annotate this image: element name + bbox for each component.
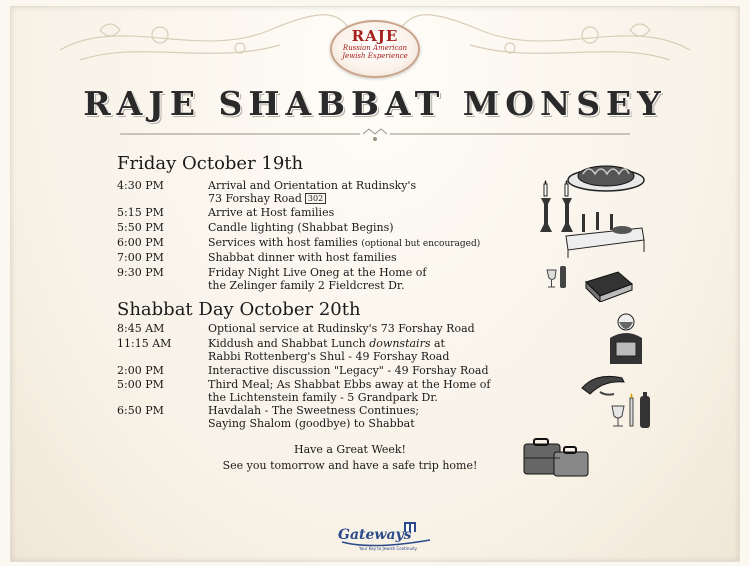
row-description-line2: Rabbi Rottenberg's Shul - 49 Forshay Road [208,350,450,363]
badge-title: RAJE [351,27,399,45]
suitcase-icon [520,436,592,478]
row-description: Interactive discussion "Legacy" - 49 Forshay Road [208,364,489,377]
badge-subtitle-line2: Jewish Experience [342,52,408,60]
closing-line2: See you tomorrow and have a safe trip home! [222,459,478,472]
wine-glass-icon [545,264,571,290]
row-time: 9:30 PM [117,266,164,279]
row-description: Arrival and Orientation at Rudinsky's [208,179,417,192]
page-title: RAJE SHABBAT MONSEY [83,84,667,123]
closing-line1: Have a Great Week! [294,443,406,456]
row-description-line2: the Lichtenstein family - 5 Grandpark Dr. [208,391,438,404]
row-description: Shabbat dinner with host families [208,251,397,264]
row-time: 5:00 PM [117,378,164,391]
row-time: 8:45 AM [117,322,165,335]
row-description: Services with host families [208,236,358,249]
row-description: Optional service at Rudinsky's 73 Forshay Road [208,322,475,335]
row-description-line2: 73 Forshay Road [208,192,302,205]
friday-heading: Friday October 19th [117,153,304,174]
shabbat-day-heading: Shabbat Day October 20th [117,299,361,320]
challah-icon [565,150,647,194]
row-description-suffix: at [430,337,445,350]
row-description: Third Meal; As Shabbat Ebbs away at the Home of [208,378,491,391]
row-time: 5:50 PM [117,221,164,234]
row-time: 4:30 PM [117,179,164,192]
row-description: Arrive at Host families [208,206,335,219]
row-description-line2: Saying Shalom (goodbye) to Shabbat [208,417,415,430]
gateways-logo [336,520,436,554]
row-time: 2:00 PM [117,364,164,377]
gateways-logo-tagline: Your Key to Jewish Continuity [358,546,418,551]
row-time: 11:15 AM [117,337,172,350]
row-description: Havdalah - The Sweetness Continues; [208,404,420,417]
row-description: Kiddush and Shabbat Lunch [208,337,370,350]
route-tag: 302 [305,193,326,204]
row-time: 5:15 PM [117,206,164,219]
row-time: 6:50 PM [117,404,164,417]
row-description-line2: the Zelinger family 2 Fieldcrest Dr. [208,279,405,292]
row-description: Friday Night Live Oneg at the Home of [208,266,427,279]
row-time: 7:00 PM [117,251,164,264]
havdalah-icon [608,392,660,430]
title-divider-icon [120,128,630,144]
row-note: (optional but encouraged) [361,239,481,249]
book-icon [582,268,634,302]
row-emphasis: downstairs [369,337,431,350]
raje-logo-badge [330,20,420,78]
gateways-logo-text: Gateways [338,527,412,543]
row-description: Candle lighting (Shabbat Begins) [208,221,394,234]
badge-subtitle-line1: Russian American [342,44,408,52]
row-time: 6:00 PM [117,236,164,249]
shabbat-table-icon [562,206,647,258]
rabbi-icon [604,312,650,368]
